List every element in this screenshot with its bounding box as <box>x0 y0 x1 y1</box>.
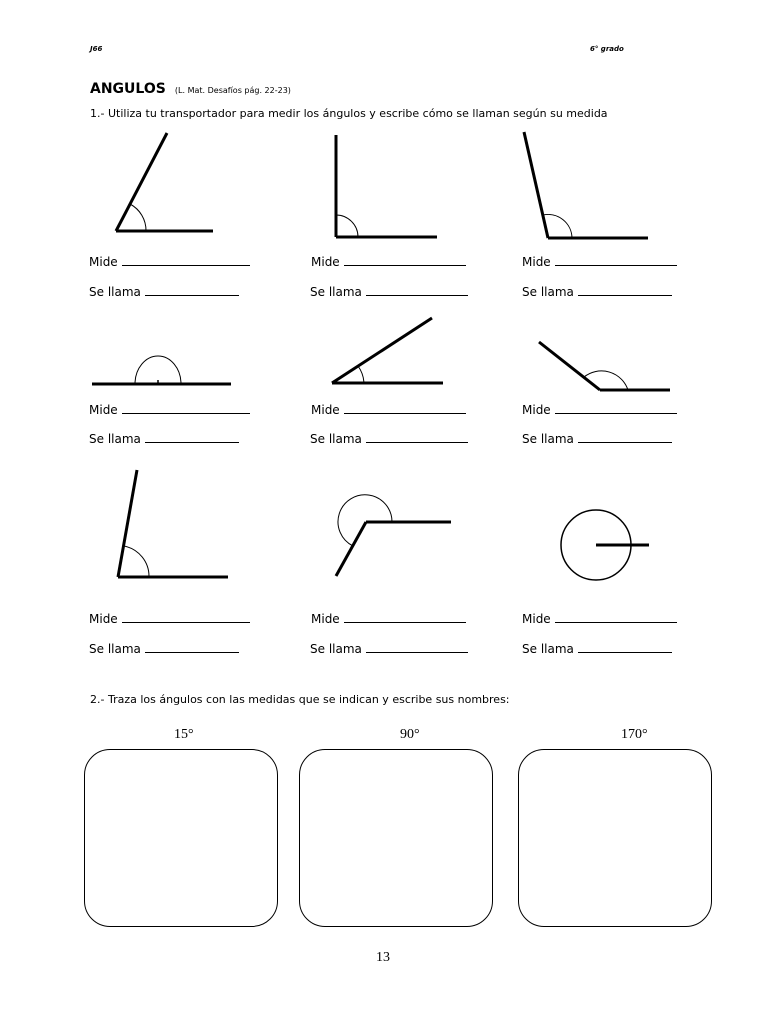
header-code: J66 <box>90 45 103 53</box>
instruction-2: 2.- Traza los ángulos con las medidas que se indican y escribe sus nombres: <box>90 693 510 706</box>
answer-line[interactable] <box>344 612 466 623</box>
angle-figure-1 <box>116 133 213 231</box>
mide-row2-col3: Mide <box>522 403 677 417</box>
angle-figure-9 <box>561 510 649 580</box>
mide-row3-col2: Mide <box>311 612 466 626</box>
sellama-row2-col3: Se llama <box>522 432 672 446</box>
answer-line[interactable] <box>578 642 672 653</box>
sellama-row2-col1: Se llama <box>89 432 239 446</box>
answer-line[interactable] <box>344 403 466 414</box>
measure-label-2: 90° <box>400 727 420 742</box>
angle-figure-7 <box>118 470 228 577</box>
page-title: ANGULOS <box>90 81 166 97</box>
measure-label-1: 15° <box>174 727 194 742</box>
mide-row1-col3: Mide <box>522 255 677 269</box>
answer-line[interactable] <box>145 642 239 653</box>
answer-line[interactable] <box>555 403 677 414</box>
measure-label-3: 170° <box>621 727 648 742</box>
answer-line[interactable] <box>122 403 250 414</box>
answer-line[interactable] <box>366 642 468 653</box>
mide-row2-col1: Mide <box>89 403 250 417</box>
angle-figure-5 <box>332 318 443 383</box>
angle-figure-2 <box>336 135 437 237</box>
angle-figure-6 <box>539 342 670 390</box>
mide-row2-col2: Mide <box>311 403 466 417</box>
page-number: 13 <box>376 950 390 965</box>
answer-line[interactable] <box>122 255 250 266</box>
drawing-box-3[interactable] <box>518 749 712 927</box>
answer-line[interactable] <box>145 432 239 443</box>
header-grade: 6° grado <box>590 45 624 53</box>
mide-row3-col3: Mide <box>522 612 677 626</box>
mide-row1-col1: Mide <box>89 255 250 269</box>
mide-row1-col2: Mide <box>311 255 466 269</box>
mide-row3-col1: Mide <box>89 612 250 626</box>
sellama-row3-col3: Se llama <box>522 642 672 656</box>
angle-figure-3 <box>524 132 648 238</box>
answer-line[interactable] <box>366 432 468 443</box>
answer-line[interactable] <box>145 285 239 296</box>
sellama-row2-col2: Se llama <box>310 432 468 446</box>
sellama-row1-col1: Se llama <box>89 285 239 299</box>
answer-line[interactable] <box>344 255 466 266</box>
title-reference: (L. Mat. Desafíos pág. 22-23) <box>174 86 291 95</box>
sellama-row3-col2: Se llama <box>310 642 468 656</box>
sellama-row1-col2: Se llama <box>310 285 468 299</box>
sellama-row3-col1: Se llama <box>89 642 239 656</box>
answer-line[interactable] <box>555 255 677 266</box>
drawing-box-2[interactable] <box>299 749 493 927</box>
angle-figure-4 <box>92 356 231 384</box>
drawing-box-1[interactable] <box>84 749 278 927</box>
instruction-1: 1.- Utiliza tu transportador para medir los ángulos y escribe cómo se llaman según su medida <box>90 107 608 120</box>
answer-line[interactable] <box>578 432 672 443</box>
sellama-row1-col3: Se llama <box>522 285 672 299</box>
answer-line[interactable] <box>366 285 468 296</box>
answer-line[interactable] <box>578 285 672 296</box>
answer-line[interactable] <box>555 612 677 623</box>
answer-line[interactable] <box>122 612 250 623</box>
angle-figure-8 <box>336 495 451 576</box>
